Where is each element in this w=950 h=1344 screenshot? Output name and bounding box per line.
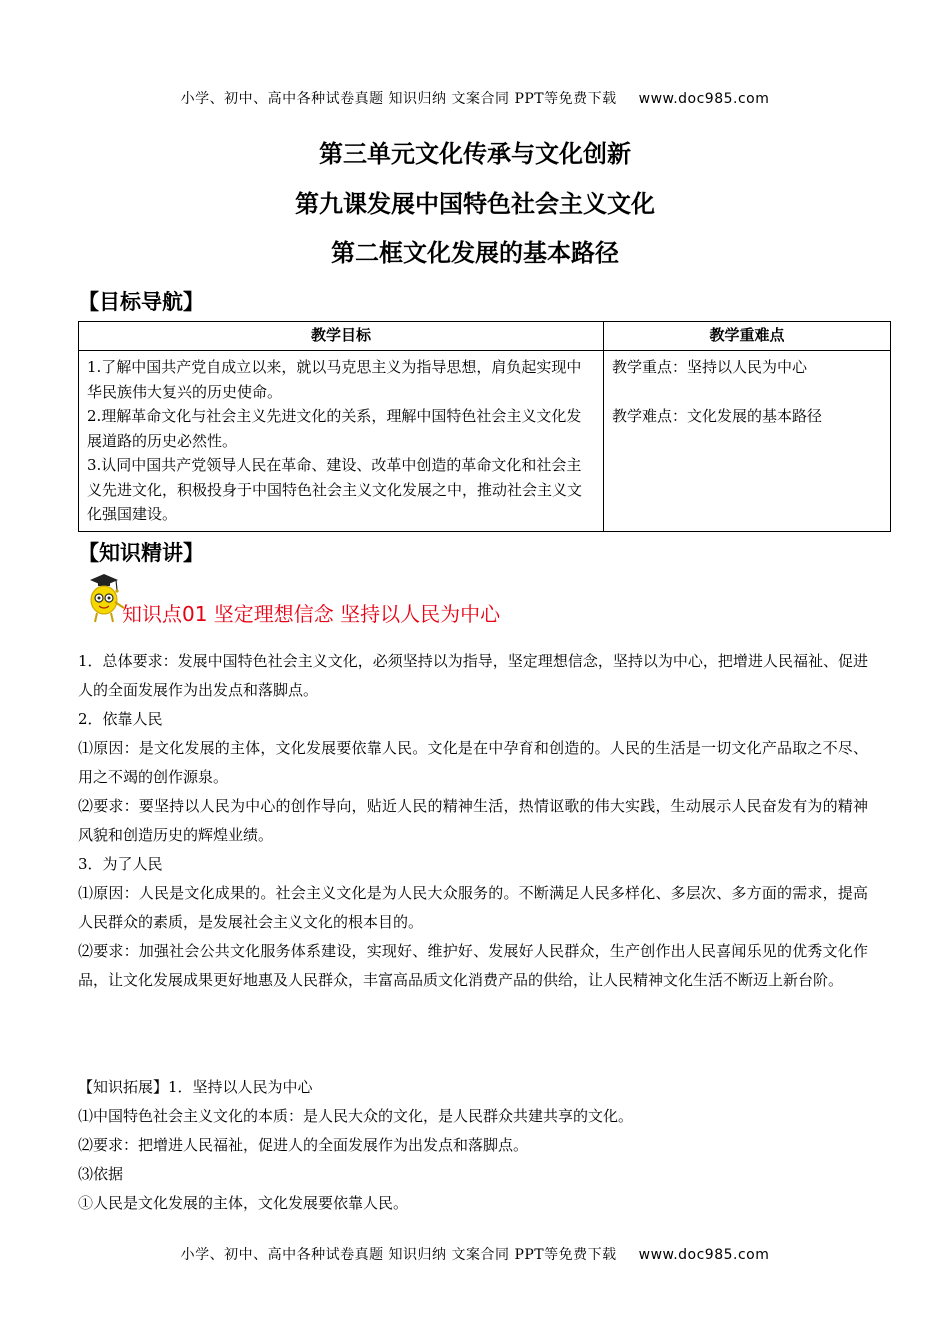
paragraph: 3．为了人民 (78, 855, 163, 873)
footer-banner (0, 1244, 950, 1264)
knowledge-section-heading: 【知识精讲】 (78, 541, 204, 565)
table-header-row (79, 322, 891, 351)
unit-title: 第三单元文化传承与文化创新 (319, 140, 631, 168)
paragraph: 1．总体要求：发展中国特色社会主义文化，必须坚持以为指导，坚定理想信念，坚持以为中心，把增进人民福祉、促进人的全面发展作为出发点和落脚点。 (78, 652, 868, 699)
paragraph: ⑵要求：把增进人民福祉，促进人的全面发展作为出发点和落脚点。 (78, 1136, 529, 1154)
paragraph: ⑴中国特色社会主义文化的本质：是人民大众的文化，是人民群众共建共享的文化。 (78, 1107, 634, 1125)
key-points-cell (604, 351, 891, 532)
banner-text: 小学、初中、高中各种试卷真题 知识归纳 文案合同 PPT等免费下载 (180, 1247, 617, 1263)
knowledge-point-heading (86, 572, 686, 626)
paragraph: ⑴原因：人民是文化成果的。社会主义文化是为人民大众服务的。不断满足人民多样化、多层次、多方面的需求，提高人民群众的素质，是发展社会主义文化的根本目的。 (78, 884, 868, 931)
banner-url[interactable]: www.doc985.com (638, 1247, 770, 1263)
objective-item: 1.了解中国共产党自成立以来，就以马克思主义为指导思想，肩负起实现中华民族伟大复兴的历史使命。 (87, 358, 582, 401)
paragraph: ⑵要求：加强社会公共文化服务体系建设，实现好、维护好、发展好人民群众，生产创作出人民喜闻乐见的优秀文化作品，让文化发展成果更好地惠及人民群众，丰富高品质文化消费产品的供给，让人民精神文化生活不断迈上新台阶。 (78, 942, 868, 989)
paragraph: ⑵要求：要坚持以人民为中心的创作导向，贴近人民的精神生活，热情讴歌的伟大实践，生动展示人民奋发有为的精神风貌和创造历史的辉煌业绩。 (78, 797, 868, 844)
objective-item: 2.理解革命文化与社会主义先进文化的关系，理解中国特色社会主义文化发展道路的历史必然性。 (87, 407, 582, 450)
paragraph: 【知识拓展】1．坚持以人民为中心 (78, 1078, 313, 1096)
paragraph: ⑴原因：是文化发展的主体，文化发展要依靠人民。文化是在中孕育和创造的。人民的生活是一切文化产品取之不尽、用之不竭的创作源泉。 (78, 739, 868, 786)
extension-content (78, 1073, 868, 1218)
goals-section-heading: 【目标导航】 (78, 290, 204, 314)
objectives-header: 教学目标 (79, 322, 604, 351)
paragraph: ⑶依据 (78, 1165, 124, 1183)
key-point: 教学重点：坚持以人民为中心 (612, 358, 808, 376)
objectives-cell (79, 351, 604, 532)
knowledge-point-title: 知识点01 坚定理想信念 坚持以人民为中心 (122, 602, 501, 626)
table-row (79, 351, 891, 532)
goals-table (78, 321, 891, 532)
paragraph: 2．依靠人民 (78, 710, 163, 728)
paragraph: ①人民是文化发展的主体，文化发展要依靠人民。 (78, 1194, 409, 1212)
objective-item: 3.认同中国共产党领导人民在革命、建设、改革中创造的革命文化和社会主义先进文化，积极投身于中国特色社会主义文化发展之中，推动社会主义文化强国建设。 (87, 456, 583, 523)
lesson-title: 第九课发展中国特色社会主义文化 (295, 190, 655, 218)
banner-url[interactable]: www.doc985.com (638, 91, 770, 107)
key-points-header: 教学重难点 (604, 322, 891, 351)
main-content (78, 647, 868, 995)
difficult-point: 教学难点：文化发展的基本路径 (612, 407, 823, 425)
frame-title: 第二框文化发展的基本路径 (331, 239, 619, 267)
banner-text: 小学、初中、高中各种试卷真题 知识归纳 文案合同 PPT等免费下载 (180, 91, 617, 107)
graduate-mascot-icon (86, 572, 126, 624)
header-banner (0, 88, 950, 108)
spacer (612, 380, 882, 405)
